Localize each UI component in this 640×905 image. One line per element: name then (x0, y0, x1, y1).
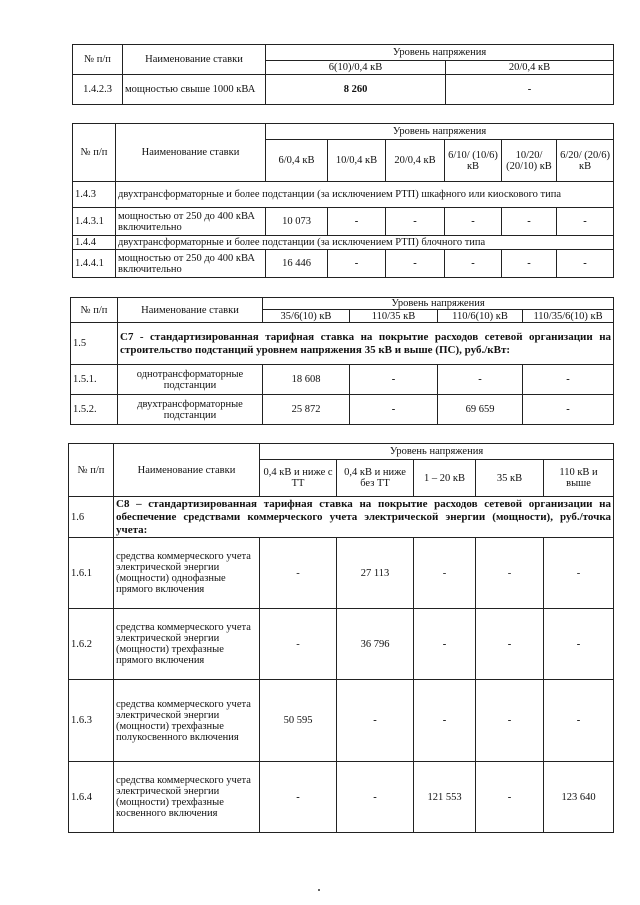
row-num: 1.4.4.1 (73, 250, 116, 278)
row-name: мощностью свыше 1000 кВА (123, 75, 266, 105)
table-row (73, 236, 614, 250)
row-value: - (544, 538, 614, 609)
col-header: 110/6(10) кВ (438, 310, 523, 323)
row-value: - (557, 250, 614, 278)
col-header: 1 – 20 кВ (414, 460, 476, 497)
row-value: - (328, 208, 386, 236)
col-header: 0,4 кВ и ниже с ТТ (260, 460, 337, 497)
col-header: 10/20/ (20/10) кВ (502, 140, 557, 182)
row-value: - (328, 250, 386, 278)
row-value: 16 446 (266, 250, 328, 278)
row-value: - (386, 250, 445, 278)
header-num: № п/п (73, 45, 123, 75)
col-header: 0,4 кВ и ниже без ТТ (337, 460, 414, 497)
col-header: 6/10/ (10/6) кВ (445, 140, 502, 182)
row-value: - (260, 538, 337, 609)
row-value: - (337, 762, 414, 833)
row-name: мощностью от 250 до 400 кВА включительно (116, 208, 266, 236)
row-value: - (476, 609, 544, 680)
row-num: 1.6.4 (69, 762, 114, 833)
row-value: - (414, 609, 476, 680)
col-header: 6(10)/0,4 кВ (266, 61, 446, 75)
row-value: 27 113 (337, 538, 414, 609)
row-value: 25 872 (263, 395, 350, 425)
row-value: - (438, 365, 523, 395)
table-row (69, 762, 614, 833)
row-num: 1.4.3.1 (73, 208, 116, 236)
header-name: Наименование ставки (118, 298, 263, 323)
row-value: 121 553 (414, 762, 476, 833)
row-name: мощностью от 250 до 400 кВА включительно (116, 250, 266, 278)
col-header: 35 кВ (476, 460, 544, 497)
col-header: 35/6(10) кВ (263, 310, 350, 323)
header-name: Наименование ставки (114, 444, 260, 497)
row-value: 8 260 (266, 75, 446, 105)
header-num: № п/п (73, 124, 116, 182)
table-row (69, 609, 614, 680)
table-row (73, 250, 614, 278)
row-num: 1.6.3 (69, 680, 114, 762)
row-value: - (523, 365, 614, 395)
row-value: 36 796 (337, 609, 414, 680)
header-voltage-level: Уровень напряжения (260, 444, 614, 460)
table-row (71, 323, 614, 365)
table-row (69, 538, 614, 609)
row-value: - (386, 208, 445, 236)
row-name: средства коммерческого учета электрической энергии (мощности) однофазные прямого включения (114, 538, 260, 609)
row-num: 1.6.2 (69, 609, 114, 680)
row-num: 1.6.1 (69, 538, 114, 609)
row-num: 1.4.4 (73, 236, 116, 250)
col-header: 10/0,4 кВ (328, 140, 386, 182)
header-voltage-level: Уровень напряжения (263, 298, 614, 310)
row-num: 1.5.2. (71, 395, 118, 425)
row-value: - (502, 208, 557, 236)
row-num: 1.5.1. (71, 365, 118, 395)
row-value: - (445, 208, 502, 236)
row-value: - (260, 762, 337, 833)
col-header: 110 кВ и выше (544, 460, 614, 497)
row-value: - (414, 538, 476, 609)
header-voltage-level: Уровень напряжения (266, 124, 614, 140)
row-value: 50 595 (260, 680, 337, 762)
row-value: - (337, 680, 414, 762)
row-value: - (446, 75, 614, 105)
header-num: № п/п (71, 298, 118, 323)
row-value: - (523, 395, 614, 425)
row-section-text: двухтрансформаторные и более подстанции (за исключением РТП) блочного типа (116, 236, 614, 250)
table-row (73, 75, 614, 105)
row-value: 123 640 (544, 762, 614, 833)
row-name: средства коммерческого учета электрической энергии (мощности) трехфазные полукосвенного включения (114, 680, 260, 762)
table-row (69, 680, 614, 762)
col-header: 20/0,4 кВ (446, 61, 614, 75)
col-header: 6/0,4 кВ (266, 140, 328, 182)
col-header: 20/0,4 кВ (386, 140, 445, 182)
row-num: 1.6 (69, 497, 114, 538)
header-voltage-level: Уровень напряжения (266, 45, 614, 61)
row-section-text: С8 – стандартизированная тарифная ставка на покрытие расходов сетевой организации на обеспечение средствами коммерческого учета электрической энергии (мощности), руб./точка учета: (114, 497, 614, 538)
tariff-table-3 (70, 297, 614, 425)
row-value: - (557, 208, 614, 236)
header-name: Наименование ставки (116, 124, 266, 182)
col-header: 6/20/ (20/6) кВ (557, 140, 614, 182)
row-value: - (350, 395, 438, 425)
row-num: 1.5 (71, 323, 118, 365)
table-row (71, 395, 614, 425)
row-value: - (476, 762, 544, 833)
header-num: № п/п (69, 444, 114, 497)
row-value: - (414, 680, 476, 762)
col-header: 110/35 кВ (350, 310, 438, 323)
table-row (71, 365, 614, 395)
row-value: - (350, 365, 438, 395)
row-value: 69 659 (438, 395, 523, 425)
header-name: Наименование ставки (123, 45, 266, 75)
row-value: 18 608 (263, 365, 350, 395)
row-value: - (476, 538, 544, 609)
row-name: средства коммерческого учета электрической энергии (мощности) трехфазные прямого включения (114, 609, 260, 680)
row-num: 1.4.3 (73, 182, 116, 208)
row-value: - (476, 680, 544, 762)
tariff-table-1 (72, 44, 614, 105)
table-row (73, 182, 614, 208)
row-name: средства коммерческого учета электрической энергии (мощности) трехфазные косвенного включения (114, 762, 260, 833)
col-header: 110/35/6(10) кВ (523, 310, 614, 323)
tariff-table-2 (72, 123, 614, 278)
row-name: однотрансформаторные подстанции (118, 365, 263, 395)
tariff-table-4 (68, 443, 614, 833)
row-value: - (544, 680, 614, 762)
row-num: 1.4.2.3 (73, 75, 123, 105)
row-name: двухтрансформаторные подстанции (118, 395, 263, 425)
row-value: - (260, 609, 337, 680)
table-row (69, 497, 614, 538)
table-row (73, 208, 614, 236)
page-mark (318, 889, 320, 891)
row-section-text: двухтрансформаторные и более подстанции (за исключением РТП) шкафного или киоскового типа (116, 182, 614, 208)
row-section-text: С7 - стандартизированная тарифная ставка на покрытие расходов сетевой организации на строительство подстанций уровнем напряжения 35 кВ и выше (ПС), руб./кВт: (118, 323, 614, 365)
row-value: 10 073 (266, 208, 328, 236)
row-value: - (502, 250, 557, 278)
row-value: - (445, 250, 502, 278)
row-value: - (544, 609, 614, 680)
